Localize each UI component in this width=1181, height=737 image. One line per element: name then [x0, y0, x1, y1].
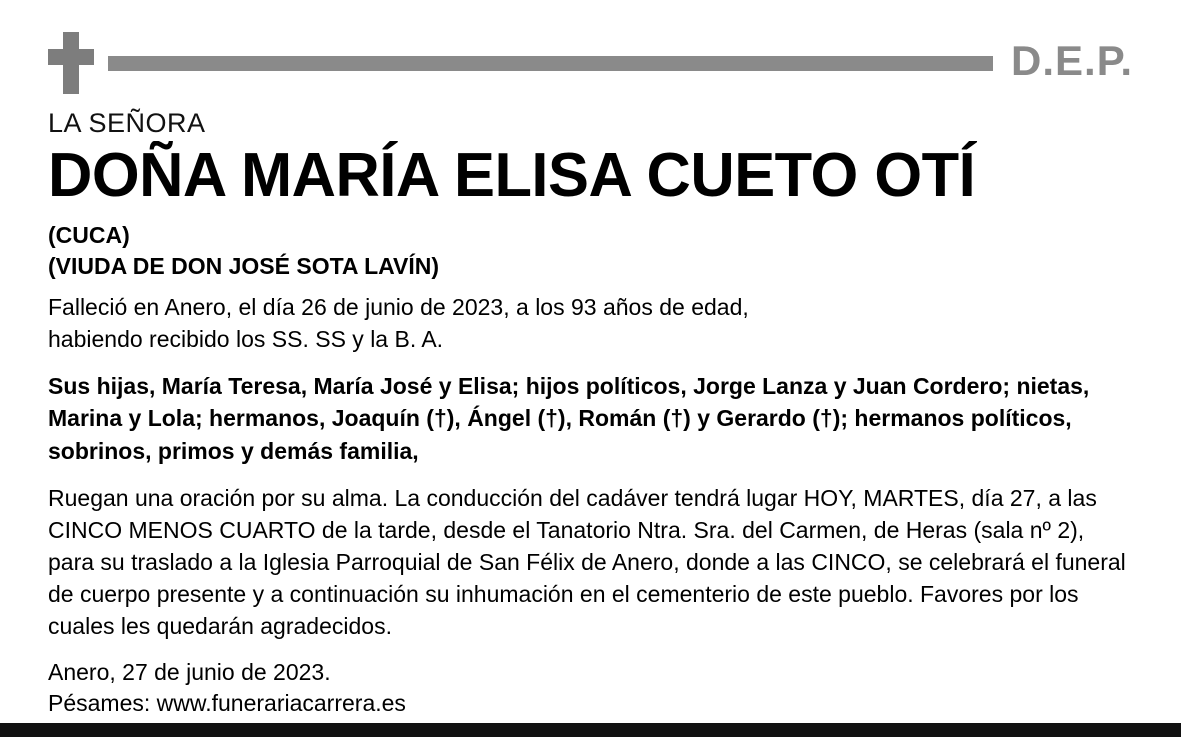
condolences-link[interactable]: Pésames: www.funerariacarrera.es: [48, 690, 406, 717]
deceased-alias: (CUCA): [48, 222, 130, 249]
place-and-date: Anero, 27 de junio de 2023.: [48, 658, 331, 685]
dep-label: D.E.P.: [1011, 37, 1133, 84]
deceased-name: DOÑA MARÍA ELISA CUETO OTÍ: [48, 141, 976, 210]
header-rule: [108, 56, 993, 71]
pretitle: LA SEÑORA: [48, 108, 206, 138]
death-details-line-1: Falleció en Anero, el día 26 de junio de 2023, a los 93 años de edad,: [48, 294, 749, 321]
notice-header: [48, 30, 1133, 96]
deceased-widow-of: (VIUDA DE DON JOSÉ SOTA LAVÍN): [48, 253, 440, 280]
funeral-details: Ruegan una oración por su alma. La conducción del cadáver tendrá lugar HOY, MARTES, día 27, a las CINCO MENOS CUARTO de la tarde, desde el Tanatorio Ntra. Sra. del Carmen, de Heras (sala nº 2), para su traslado a la Iglesia Parroquial de San Félix de Anero, donde a las CINCO, se celebrará el funeral de cuerpo presente y a continuación su inhumación en el cementerio de este pueblo. Favores por los cuales les quedarán agradecidos.: [48, 484, 1126, 640]
death-details-line-2: habiendo recibido los SS. SS y la B. A.: [48, 325, 444, 352]
death-details: [48, 292, 1133, 355]
family-list: Sus hijas, María Teresa, María José y Elisa; hijos políticos, Jorge Lanza y Juan Cordero; nietas, Marina y Lola; hermanos, Joaquín (†), Ángel (†), Román (†) y Gerardo (†); hermanos políticos, sobrinos, primos y demás familia,: [48, 372, 1090, 464]
cross-icon: [48, 32, 94, 94]
